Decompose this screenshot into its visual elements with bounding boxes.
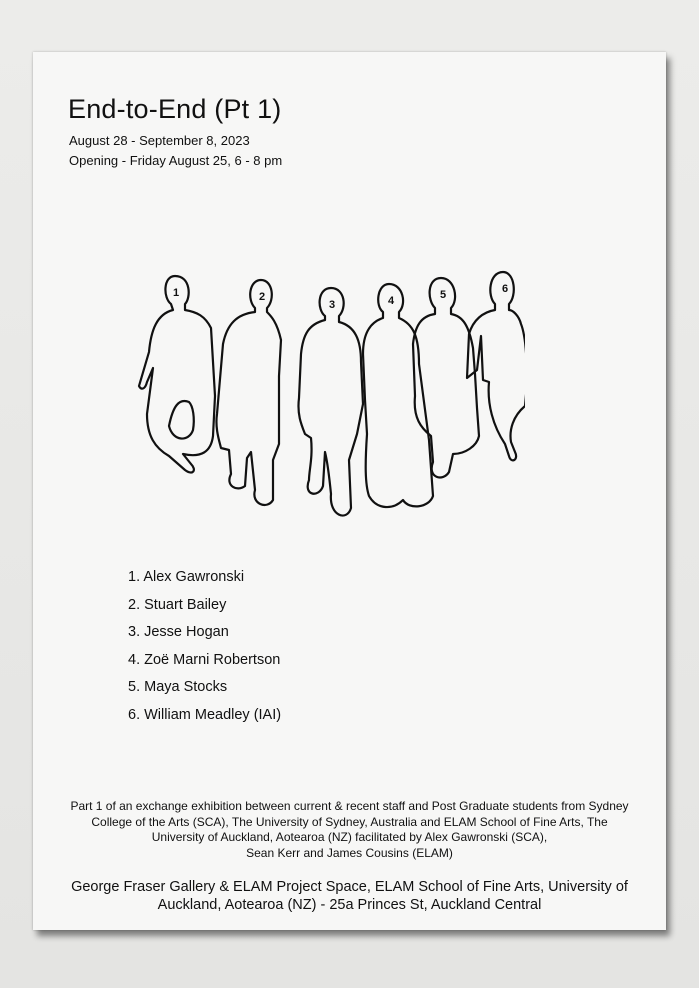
venue-line: George Fraser Gallery & ELAM Project Space, ELAM School of Fine Arts, University of xyxy=(71,879,628,895)
artist-item: 1. Alex Gawronski xyxy=(128,569,245,585)
description-line: Part 1 of an exchange exhibition between current & recent staff and Post Graduate students from Sydney xyxy=(70,799,629,813)
artist-item: 3. Jesse Hogan xyxy=(128,624,229,640)
figure-number-2: 2 xyxy=(258,291,266,303)
figure-6-outline xyxy=(467,272,525,460)
exhibition-dates: August 28 - September 8, 2023 xyxy=(69,133,250,148)
exhibition-description xyxy=(45,799,654,861)
artist-item: 5. Maya Stocks xyxy=(128,679,228,695)
artist-item: 6. William Meadley (IAI) xyxy=(128,706,282,723)
artist-list xyxy=(128,564,281,729)
figure-1-knee-gap xyxy=(169,401,194,439)
figure-1-outline xyxy=(139,276,215,472)
figures-illustration xyxy=(133,264,525,534)
description-line: University of Auckland, Aotearoa (NZ) facilitated by Alex Gawronski (SCA), xyxy=(151,830,548,844)
artist-item: 4. Zoë Marni Robertson xyxy=(128,651,281,668)
venue-address xyxy=(45,878,654,914)
exhibition-poster xyxy=(33,52,666,930)
figure-number-4: 4 xyxy=(387,295,395,307)
artist-item: 2. Stuart Bailey xyxy=(128,596,227,613)
figure-number-3: 3 xyxy=(328,299,336,311)
venue-line: Auckland, Aotearoa (NZ) - 25a Princes St, Auckland Central xyxy=(157,897,542,913)
figure-2-outline xyxy=(216,280,281,505)
description-line: Sean Kerr and James Cousins (ELAM) xyxy=(246,845,453,860)
poster-title: End-to-End (Pt 1) xyxy=(68,94,282,124)
figure-number-5: 5 xyxy=(439,289,447,301)
opening-time: Opening - Friday August 25, 6 - 8 pm xyxy=(69,153,283,168)
figure-number-1: 1 xyxy=(172,287,180,299)
figure-number-6: 6 xyxy=(501,283,509,295)
figure-3-outline xyxy=(298,288,363,516)
figure-4-outline xyxy=(363,284,433,507)
description-line: College of the Arts (SCA), The University of Sydney, Australia and ELAM School of Fine Arts, The xyxy=(91,814,608,829)
